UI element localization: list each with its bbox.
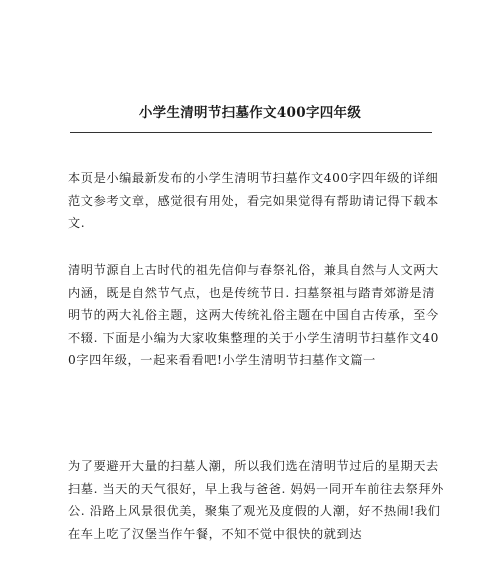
background-paragraph: 清明节源自上古时代的祖先信仰与春祭礼俗，兼具自然与人文两大内涵，既是自然节气点，也是传统节日. 扫墓祭祖与踏青郊游是清明节的两大礼俗主题，这两大传统礼俗主题在中国自古传承，至今不辍. 下面是小编为大家收集整理的关于小学生清明节扫墓作文400字四年级，一起来看看吧!小学生清明节扫墓作文篇一 bbox=[68, 263, 439, 367]
page-bottom-fade bbox=[0, 551, 500, 565]
title-divider bbox=[70, 132, 432, 133]
essay-paragraph: 为了要避开大量的扫墓人潮，所以我们选在清明节过后的星期天去扫墓. 当天的天气很好，早上我与爸爸. 妈妈一同开车前往去祭拜外公. 沿路上风景很优美，聚集了观光及度假的人潮，好不热闹!我们在车上吃了汉堡当作午餐，不知不觉中很快的就到达 bbox=[68, 459, 444, 541]
document-title: 小学生清明节扫墓作文400字四年级 bbox=[138, 105, 362, 121]
intro-paragraph: 本页是小编最新发布的小学生清明节扫墓作文400字四年级的详细范文参考文章，感觉很有用处，看完如果觉得有帮助请记得下载本文. bbox=[68, 171, 439, 230]
